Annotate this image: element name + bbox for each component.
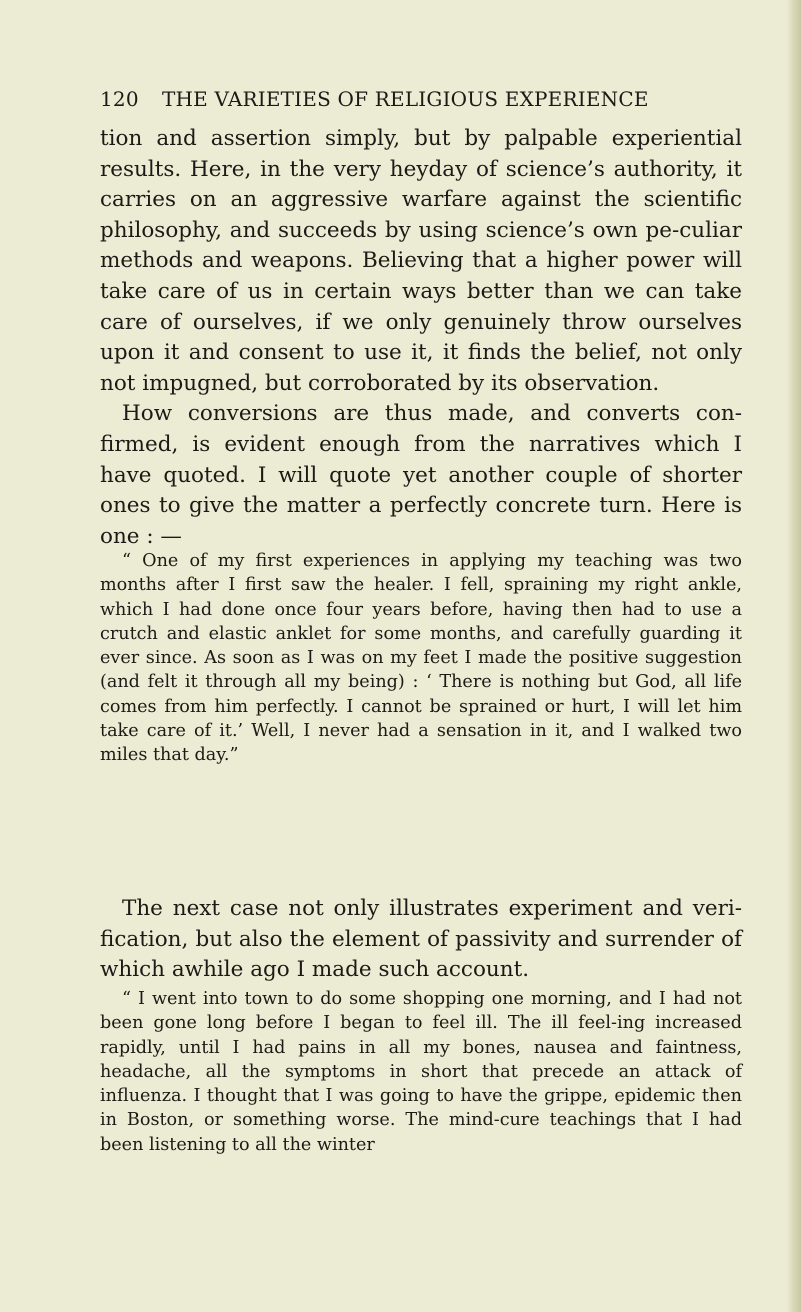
paragraph-3: The next case not only illustrates experiment and veri-fication, but also the element of passivity and surrender of which awhile ago I made such account. [100,896,742,983]
running-title: THE VARIETIES OF RELIGIOUS EXPERIENCE [162,87,649,111]
block-quote-2 [100,987,742,1157]
main-text-2 [100,894,742,986]
page-edge-shadow [787,0,801,1312]
running-header [100,87,740,111]
block-quote-1 [100,549,742,768]
page-number: 120 [100,87,139,111]
quote-2-text: “ I went into town to do some shopping one morning, and I had not been gone long before I began to feel ill. The ill feel-ing increased rapidly, until I had pains in all my bones, nausea and faintness, headache, all the symptoms in short that precede an attack of influenza. I thought that I was going to have the grippe, epidemic then in Boston, or something worse. The mind-cure teachings that I had been listening to all the winter [100,989,742,1155]
paragraph-1: tion and assertion simply, but by palpable experiential results. Here, in the very heyday of science’s authority, it carries on an aggressive warfare against the scientific philosophy, and succeeds by using science’s own pe-culiar methods and weapons. Believing that a higher power will take care of us in certain ways better than we can take care of ourselves, if we only genuinely throw ourselves upon it and consent to use it, it finds the belief, not only not impugned, but corroborated by its observation. [100,126,742,396]
paragraph-2: How conversions are thus made, and converts con-firmed, is evident enough from the narratives which I have quoted. I will quote yet another couple of shorter ones to give the matter a perfectly concrete turn. Here is one : — [100,401,742,549]
main-text [100,124,742,552]
quote-1-text: “ One of my first experiences in applying my teaching was two months after I first saw the healer. I fell, spraining my right ankle, which I had done once four years before, having then had to use a crutch and elastic anklet for some months, and carefully guarding it ever since. As soon as I was on my feet I made the positive suggestion (and felt it through all my being) : ‘ There is nothing but God, all life comes from him perfectly. I cannot be sprained or hurt, I will let him take care of it.’ Well, I never had a sensation in it, and I walked two miles that day.” [100,551,742,766]
